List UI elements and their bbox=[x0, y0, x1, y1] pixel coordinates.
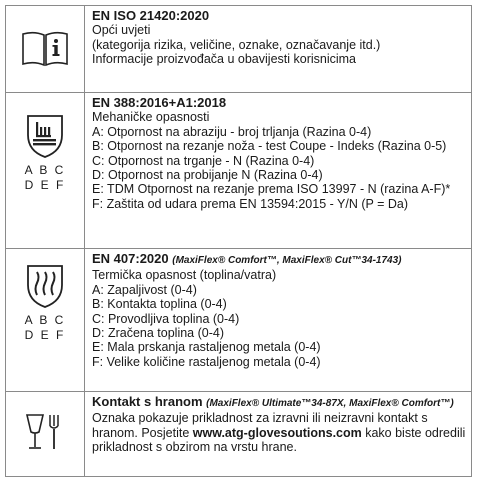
section-line: F: Velike količine rastaljenog metala (0-4) bbox=[92, 354, 321, 369]
section-title-line bbox=[92, 395, 471, 411]
heat-flame-shield-icon bbox=[25, 263, 65, 309]
section-line: E: TDM Otpornost na rezanje prema ISO 13997 - N (razina A-F)* bbox=[92, 182, 451, 197]
icon-cell bbox=[6, 6, 85, 92]
section-title: Kontakt s hranom bbox=[92, 394, 203, 409]
section-line: Opći uvjeti bbox=[92, 23, 151, 38]
section-line: Informacije proizvođača u obavijesti korisnicima bbox=[92, 52, 357, 67]
section-line: E: Mala prskanja rastaljenog metala (0-4) bbox=[92, 340, 321, 355]
section-line: A: Zapaljivost (0-4) bbox=[92, 282, 197, 297]
section-food-contact bbox=[6, 392, 471, 476]
section-general-requirements bbox=[6, 6, 471, 93]
glass-fork-food-contact-icon bbox=[23, 412, 67, 452]
performance-letters bbox=[25, 313, 66, 343]
section-line: A: Otpornost na abraziju - broj trljanja (Razina 0-4) bbox=[92, 124, 372, 139]
paragraph-text: Oznaka pokazuje prikladnost za izravni ili neizravni kontakt s hranom. Posjetite bbox=[92, 411, 428, 440]
section-mechanical-hazards bbox=[6, 93, 471, 249]
section-title: EN ISO 21420:2020 bbox=[92, 8, 210, 23]
letters-row: D E F bbox=[24, 328, 66, 342]
icon-cell bbox=[6, 249, 85, 391]
section-title-line bbox=[92, 252, 471, 268]
icon-cell bbox=[6, 93, 85, 248]
section-line: B: Otpornost na rezanje noža - test Coupe - Indeks (Razina 0-5) bbox=[92, 139, 447, 154]
icon-cell bbox=[6, 392, 85, 476]
letters-row: A B C bbox=[24, 313, 66, 327]
section-title: EN 388:2016+A1:2018 bbox=[92, 95, 227, 110]
mechanical-hazard-shield-icon bbox=[25, 113, 65, 159]
section-line: C: Provodljiva toplina (0-4) bbox=[92, 311, 240, 326]
section-text bbox=[85, 93, 471, 248]
section-title-note: (MaxiFlex® Ultimate™34-87X, MaxiFlex® Comfort™) bbox=[206, 398, 454, 409]
paragraph-text: kako biste odredili prikladnost s obzirom na vrstu hrane. bbox=[92, 425, 466, 455]
section-line: Mehaničke opasnosti bbox=[92, 110, 210, 125]
section-text bbox=[85, 392, 471, 476]
section-title-note: (MaxiFlex® Comfort™, MaxiFlex® Cut™34-1743) bbox=[172, 255, 402, 266]
section-line: B: Kontakta toplina (0-4) bbox=[92, 297, 227, 312]
open-book-info-icon bbox=[20, 28, 70, 68]
letters-row: A B C bbox=[24, 163, 66, 177]
section-line: C: Otpornost na trganje - N (Razina 0-4) bbox=[92, 153, 315, 168]
section-title: EN 407:2020 bbox=[92, 251, 169, 266]
section-line: (kategorija rizika, veličine, oznake, označavanje itd.) bbox=[92, 37, 381, 52]
performance-letters bbox=[25, 163, 66, 193]
section-line: F: Zaštita od udara prema EN 13594:2015 - Y/N (P = Da) bbox=[92, 196, 409, 211]
letters-row: D E F bbox=[24, 178, 66, 192]
certification-table bbox=[5, 5, 472, 477]
section-text bbox=[85, 249, 471, 391]
section-line: D: Otpornost na probijanje N (Razina 0-4) bbox=[92, 168, 323, 183]
food-contact-paragraph bbox=[92, 411, 471, 454]
section-line: D: Zračena toplina (0-4) bbox=[92, 326, 225, 341]
section-thermal-hazards bbox=[6, 249, 471, 392]
section-line: Termička opasnost (toplina/vatra) bbox=[92, 268, 277, 283]
website-link[interactable]: www.atg-glovesoutions.com bbox=[192, 425, 362, 440]
section-text bbox=[85, 6, 471, 92]
